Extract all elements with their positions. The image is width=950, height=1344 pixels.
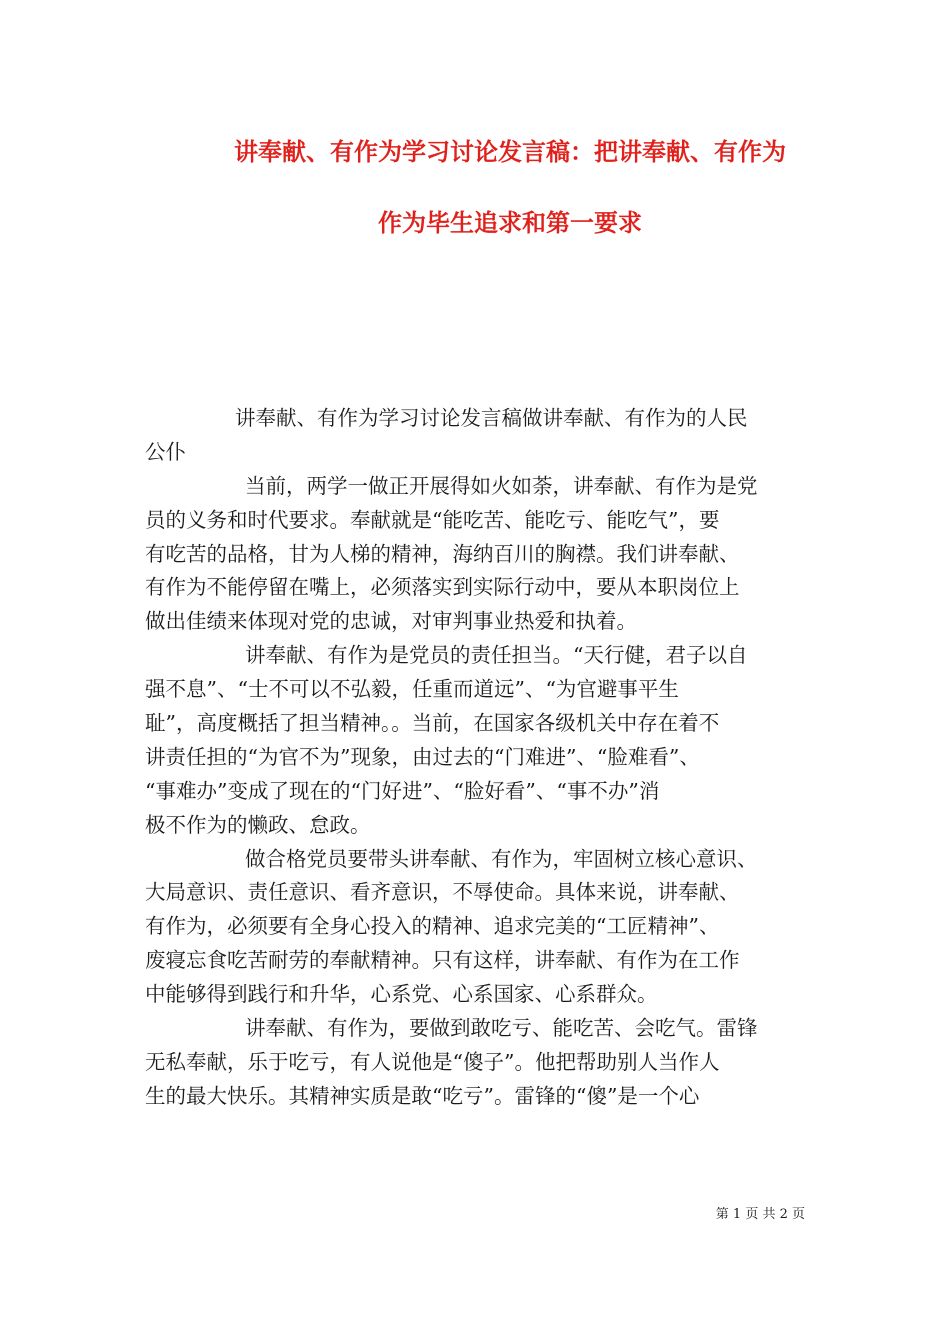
document-body xyxy=(145,402,807,1114)
paragraph-3-line-5: “事难办”变成了现在的“门好进”、“脸好看”、“事不办”消 xyxy=(145,778,660,803)
paragraph-4-line-2: 大局意识、责任意识、看齐意识，不辱使命。具体来说，讲奉献、 xyxy=(145,880,740,905)
paragraph-2-line-3: 有吃苦的品格，甘为人梯的精神，海纳百川的胸襟。我们讲奉献、 xyxy=(145,541,740,566)
paragraph-1-line-1: 讲奉献、有作为学习讨论发言稿做讲奉献、有作为的人民 xyxy=(235,406,748,430)
paragraph-4-line-5: 中能够得到践行和升华，心系党、心系国家、心系群众。 xyxy=(145,982,658,1007)
paragraph-3-line-1: 讲奉献、有作为是党员的责任担当。“天行健，君子以自 xyxy=(245,643,748,668)
page-footer: 第 1 页 共 2 页 xyxy=(715,1207,805,1222)
paragraph-3-line-4: 讲责任担的“为官不为”现象，由过去的“门难进”、“脸难看”、 xyxy=(145,744,700,769)
paragraph-5-line-1: 讲奉献、有作为，要做到敢吃亏、能吃苦、会吃气。雷锋 xyxy=(245,1016,758,1041)
paragraph-5-line-3: 生的最大快乐。其精神实质是敢“吃亏”。雷锋的“傻”是一个心 xyxy=(145,1083,700,1108)
paragraph-2-line-4: 有作为不能停留在嘴上，必须落实到实际行动中，要从本职岗位上 xyxy=(145,575,740,600)
paragraph-1-line-2: 公仆 xyxy=(145,439,186,464)
document-title-line-1: 讲奉献、有作为学习讨论发言稿：把讲奉献、有作为 xyxy=(234,137,786,166)
paragraph-5-line-2: 无私奉献，乐于吃亏，有人说他是“傻子”。他把帮助别人当作人 xyxy=(145,1049,720,1074)
paragraph-4-line-4: 废寝忘食吃苦耐劳的奉献精神。只有这样，讲奉献、有作为在工作 xyxy=(145,948,740,973)
paragraph-3-line-6: 极不作为的懒政、怠政。 xyxy=(145,812,371,837)
paragraph-2-line-1: 当前，两学一做正开展得如火如荼，讲奉献、有作为是党 xyxy=(245,473,758,498)
paragraph-3-line-2: 强不息”、“士不可以不弘毅，任重而道远”、“为官避事平生 xyxy=(145,677,679,702)
document-title-line-2: 作为毕生追求和第一要求 xyxy=(378,208,642,237)
paragraph-3-line-3: 耻”，高度概括了担当精神。。当前，在国家各级机关中存在着不 xyxy=(145,711,720,736)
paragraph-4-line-1: 做合格党员要带头讲奉献、有作为，牢固树立核心意识、 xyxy=(245,846,758,871)
paragraph-4-line-3: 有作为，必须要有全身心投入的精神、追求完美的“工匠精神”、 xyxy=(145,914,720,939)
paragraph-2-line-5: 做出佳绩来体现对党的忠诚，对审判事业热爱和执着。 xyxy=(145,609,637,634)
paragraph-2-line-2: 员的义务和时代要求。奉献就是“能吃苦、能吃亏、能吃气”，要 xyxy=(145,507,720,532)
